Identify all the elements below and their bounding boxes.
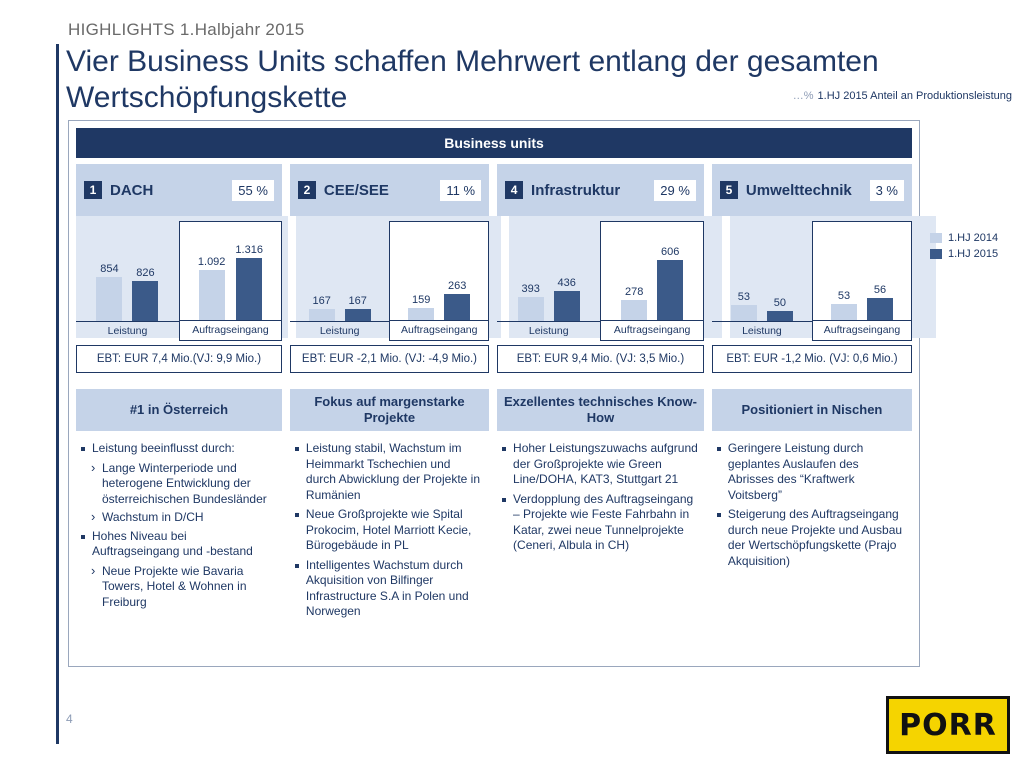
bar-2014	[518, 297, 544, 321]
bar-2015	[554, 291, 580, 321]
bar-item	[621, 228, 647, 320]
chart-group-leistung	[290, 221, 390, 341]
bar-group	[180, 228, 281, 320]
bar-value: 436	[557, 277, 576, 289]
anteil-label: 1.HJ 2015 Anteil an Produktionsleistung	[817, 90, 1012, 102]
unit-header-cee-see[interactable]	[290, 164, 489, 216]
chart-group-label: Auftragseingang	[601, 320, 702, 340]
bar-group	[390, 228, 488, 320]
bullet-item: › Neue Projekte wie Bavaria Towers, Hotel & Wohnen in Freiburg	[80, 564, 276, 611]
bar-2014	[96, 277, 122, 321]
bar-item	[132, 229, 158, 321]
eyebrow-text: HIGHLIGHTS 1.Halbjahr 2015	[68, 20, 305, 39]
bar-value: 50	[773, 297, 787, 309]
ebt-cee-see: EBT: EUR -2,1 Mio. (VJ: -4,9 Mio.)	[290, 345, 489, 373]
bar-value: 854	[100, 263, 119, 275]
bullet-item: Verdopplung des Auftragseingang – Projekte wie Feste Fahrbahn in Katar, zwei neue Tunnelprojekte (Ceneri, Albula in CH)	[501, 492, 698, 554]
chart-group-label: Auftragseingang	[180, 320, 281, 340]
bar-2015	[236, 258, 262, 320]
chart-cee-see	[290, 221, 489, 341]
chart-group-label: Auftragseingang	[390, 320, 488, 340]
headline-cee-see: Fokus auf margenstarke Projekte	[290, 389, 489, 431]
unit-header-umwelttechnik[interactable]	[712, 164, 912, 216]
bar-item	[309, 229, 335, 321]
legend-item-2014	[930, 232, 998, 244]
bar-group	[712, 229, 812, 321]
porr-logo	[886, 696, 1010, 754]
headline-row	[76, 389, 912, 431]
anteil-note	[793, 90, 1012, 102]
unit-header-dach[interactable]	[76, 164, 282, 216]
bullet-item: Leistung beeinflusst durch:	[80, 441, 276, 457]
unit-number: 5	[720, 181, 738, 199]
anteil-dots: …%	[792, 90, 814, 102]
chart-umwelttechnik	[712, 221, 912, 341]
legend-item-2015	[930, 248, 998, 260]
unit-share-badge: 29 %	[654, 180, 696, 201]
unit-name: Umwelttechnik	[745, 181, 852, 199]
unit-number: 2	[298, 181, 316, 199]
bullet-item: Hoher Leistungszuwachs aufgrund der Großprojekte wie Green Line/DOHA, KAT3, Stuttgart 21	[501, 441, 698, 488]
unit-header-infrastruktur[interactable]	[497, 164, 704, 216]
bar-value: 1.316	[235, 244, 263, 256]
chart-legend	[930, 232, 998, 264]
chart-group-auftragseingang	[179, 221, 282, 341]
ebt-row	[76, 345, 912, 373]
bar-item	[198, 228, 226, 320]
headline-dach: #1 in Österreich	[76, 389, 282, 431]
unit-name: DACH	[110, 181, 154, 199]
headline-umwelttechnik: Positioniert in Nischen	[712, 389, 912, 431]
bar-2015	[867, 298, 893, 320]
unit-name: CEE/SEE	[323, 181, 389, 199]
unit-share-badge: 11 %	[440, 180, 481, 201]
bar-value: 53	[837, 290, 851, 302]
panel-header: Business units	[76, 128, 912, 158]
headline-infrastruktur: Exzellentes technisches Know-How	[497, 389, 704, 431]
chart-group-label: Leistung	[497, 321, 600, 341]
bar-group	[497, 229, 600, 321]
chart-group-label: Leistung	[290, 321, 390, 341]
chart-infrastruktur	[497, 221, 704, 341]
bullet-item: Leistung stabil, Wachstum im Heimmarkt Tschechien und durch Abwicklung der Projekte in Rumänien	[294, 441, 483, 503]
bullet-item: › Wachstum in D/CH	[80, 510, 276, 526]
bar-2014	[831, 304, 857, 320]
charts-row	[76, 221, 912, 341]
bar-item	[518, 229, 544, 321]
bar-value: 393	[521, 283, 540, 295]
bar-2014	[731, 305, 757, 321]
bar-value: 167	[312, 295, 331, 307]
bar-item	[408, 228, 434, 320]
bar-2015	[132, 281, 158, 321]
legend-swatch-2014	[930, 233, 942, 243]
unit-number: 1	[84, 181, 102, 199]
chart-group-label: Leistung	[76, 321, 179, 341]
chart-dach	[76, 221, 282, 341]
chart-group-auftragseingang	[600, 221, 703, 341]
bullet-item: Geringere Leistung durch geplantes Auslaufen des Abrisses des “Kraftwerk Voitsberg”	[716, 441, 906, 503]
bar-2014	[621, 300, 647, 320]
unit-header-row	[76, 164, 912, 216]
bar-value: 826	[136, 267, 155, 279]
legend-label-2014: 1.HJ 2014	[948, 232, 999, 244]
legend-label-2015: 1.HJ 2015	[948, 248, 999, 260]
ebt-umwelttechnik: EBT: EUR -1,2 Mio. (VJ: 0,6 Mio.)	[712, 345, 912, 373]
bar-item	[444, 228, 470, 320]
bar-item	[554, 229, 580, 321]
unit-number: 4	[505, 181, 523, 199]
bar-2015	[657, 260, 683, 320]
unit-share-badge: 55 %	[232, 180, 274, 201]
left-accent-bar	[56, 44, 59, 744]
bar-2014	[199, 270, 225, 320]
bar-group	[290, 229, 390, 321]
bar-value: 606	[660, 246, 680, 258]
legend-swatch-2015	[930, 249, 942, 259]
chart-group-label: Auftragseingang	[813, 320, 911, 340]
ebt-dach: EBT: EUR 7,4 Mio.(VJ: 9,9 Mio.)	[76, 345, 282, 373]
page-title: Vier Business Units schaffen Mehrwert entlang der gesamten Wertschöpfungskette	[66, 45, 879, 114]
bar-group	[76, 229, 179, 321]
bar-value: 56	[873, 284, 887, 296]
unit-name: Infrastruktur	[531, 181, 621, 199]
bullets-dach	[76, 437, 282, 659]
bar-value: 53	[737, 291, 751, 303]
bar-item	[657, 228, 683, 320]
bullets-cee-see	[290, 437, 489, 659]
bullet-item: › Lange Winterperiode und heterogene Entwicklung der österreichischen Bundesländer	[80, 461, 276, 508]
bullet-item: Intelligentes Wachstum durch Akquisition von Bilfinger Infrastructure S.A in Polen und Norwegen	[294, 558, 483, 620]
bar-value: 167	[348, 295, 367, 307]
bullets-umwelttechnik	[712, 437, 912, 659]
logo-text: PORR	[899, 707, 997, 743]
ebt-infrastruktur: EBT: EUR 9,4 Mio. (VJ: 3,5 Mio.)	[497, 345, 704, 373]
bullet-item: Hohes Niveau bei Auftragseingang und -bestand	[80, 529, 276, 560]
bar-2015	[345, 309, 371, 321]
bar-value: 1.092	[197, 256, 226, 268]
bar-value: 278	[624, 286, 644, 298]
chart-group-leistung	[497, 221, 600, 341]
bullet-item: Steigerung des Auftragseingang durch neue Projekte und Ausbau der Wertschöpfungskette (Prajo Akquisition)	[716, 507, 906, 569]
bar-2015	[767, 311, 793, 321]
business-units-panel	[68, 120, 920, 667]
bar-item	[345, 229, 371, 321]
chart-group-leistung	[712, 221, 812, 341]
unit-share-badge: 3 %	[870, 180, 904, 201]
bar-item	[96, 229, 122, 321]
bar-item	[831, 228, 857, 320]
bar-group	[813, 228, 911, 320]
chart-group-label: Leistung	[712, 321, 812, 341]
bar-2014	[408, 308, 434, 320]
bar-2014	[309, 309, 335, 321]
bar-item	[235, 228, 263, 320]
bar-value: 159	[412, 294, 431, 306]
chart-group-auftragseingang	[812, 221, 912, 341]
bar-2015	[444, 294, 470, 320]
bar-item	[731, 229, 757, 321]
bar-value: 263	[448, 280, 467, 292]
bar-group	[601, 228, 702, 320]
bar-item	[867, 228, 893, 320]
bullet-item: Neue Großprojekte wie Spital Prokocim, Hotel Marriott Kecie, Bürogebäude in PL	[294, 507, 483, 554]
bar-item	[767, 229, 793, 321]
bullets-infrastruktur	[497, 437, 704, 659]
chart-group-leistung	[76, 221, 179, 341]
bullets-row	[76, 437, 912, 659]
chart-group-auftragseingang	[389, 221, 489, 341]
page-number: 4	[66, 712, 73, 726]
